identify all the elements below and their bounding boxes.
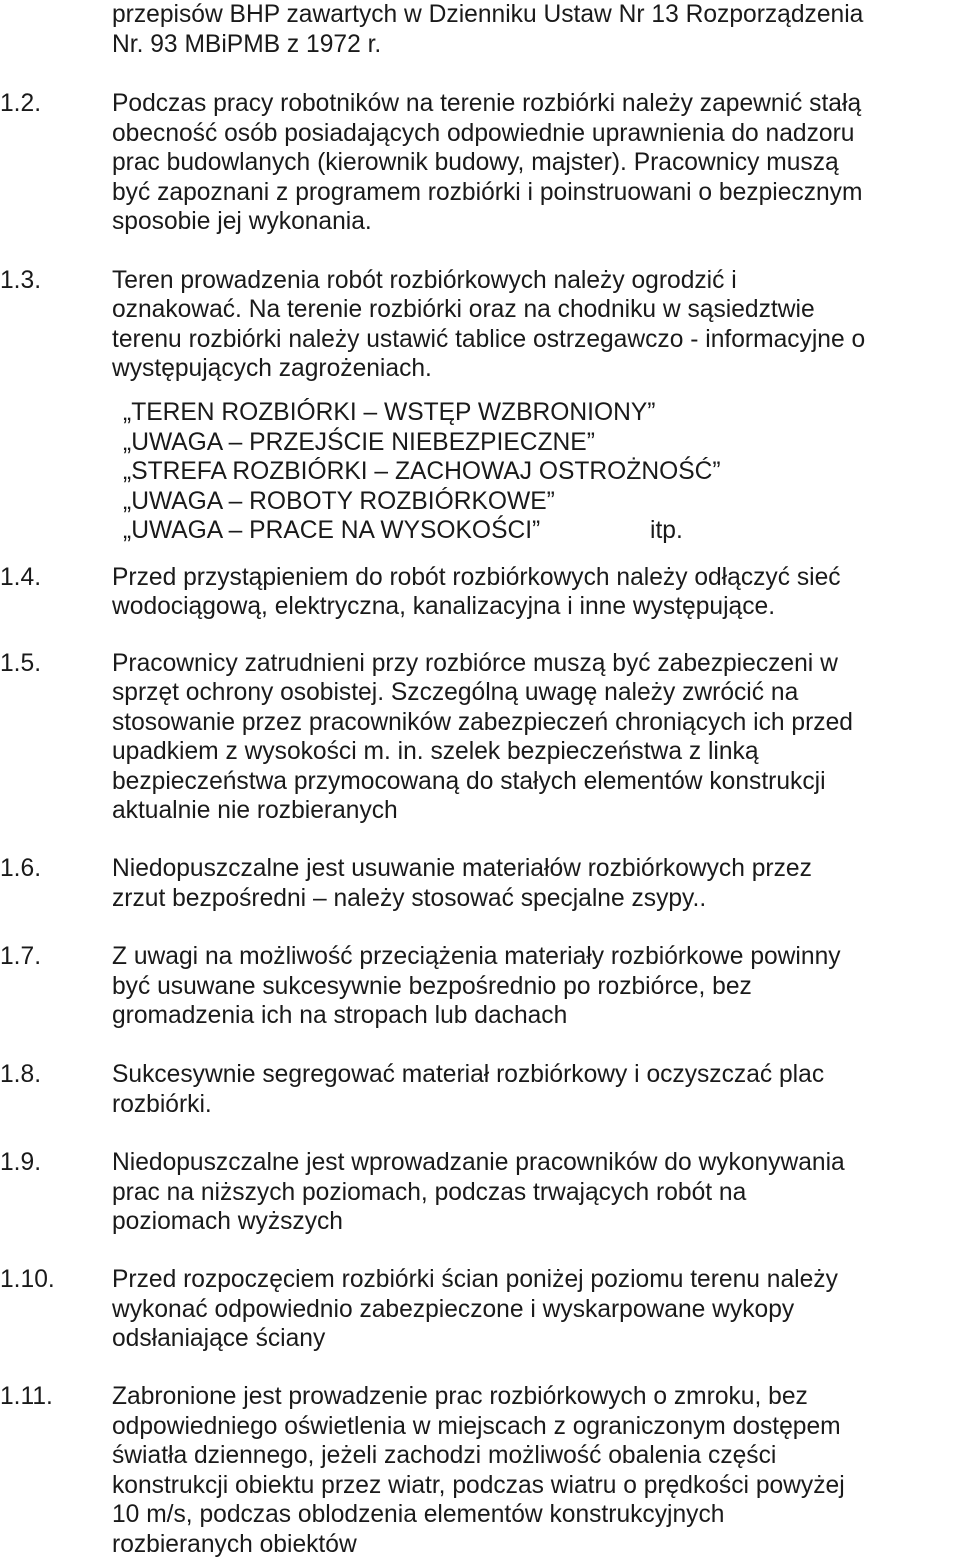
- item-line: Teren prowadzenia robót rozbiórkowych należy ogrodzić i: [112, 267, 737, 294]
- item-line: Przed przystąpieniem do robót rozbiórkowych należy odłączyć sieć: [112, 564, 841, 591]
- item-line: poziomach wyższych: [112, 1208, 343, 1235]
- item-line: 10 m/s, podczas oblodzenia elementów konstrukcyjnych: [112, 1501, 725, 1528]
- item-number: 1.11.: [0, 1383, 53, 1410]
- item-line: odpowiedniego oświetlenia w miejscach z ograniczonym dostępem: [112, 1413, 841, 1440]
- item-line: sposobie jej wykonania.: [112, 208, 372, 235]
- item-line: zrzut bezpośredni – należy stosować specjalne zsypy..: [112, 885, 707, 912]
- item-line: sprzęt ochrony osobistej. Szczególną uwagę należy zwrócić na: [112, 679, 799, 706]
- item-line: Pracownicy zatrudnieni przy rozbiórce muszą być zabezpieczeni w: [112, 650, 838, 677]
- warning-sign-text: „UWAGA – PRACE NA WYSOKOŚCI”: [123, 517, 541, 544]
- item-line: upadkiem z wysokości m. in. szelek bezpieczeństwa z linką: [112, 738, 759, 765]
- item-number: 1.2.: [0, 90, 42, 117]
- item-line: rozbiórki.: [112, 1091, 212, 1118]
- item-line: oznakować. Na terenie rozbiórki oraz na chodniku w sąsiedztwie: [112, 296, 815, 323]
- item-line: stosowanie przez pracowników zabezpieczeń chroniących ich przed: [112, 709, 853, 736]
- item-line: wodociągową, elektryczna, kanalizacyjna i inne występujące.: [112, 593, 776, 620]
- intro-line: Nr. 93 MBiPMB z 1972 r.: [112, 31, 382, 58]
- item-line: prac na niższych poziomach, podczas trwających robót na: [112, 1179, 747, 1206]
- item-number: 1.5.: [0, 650, 42, 677]
- item-number: 1.10.: [0, 1266, 55, 1293]
- item-number: 1.9.: [0, 1149, 42, 1176]
- item-line: wykonać odpowiednio zabezpieczone i wyskarpowane wykopy: [112, 1296, 795, 1323]
- item-line: Z uwagi na możliwość przeciążenia materiały rozbiórkowe powinny: [112, 943, 841, 970]
- item-line: aktualnie nie rozbieranych: [112, 797, 398, 824]
- item-number: 1.4.: [0, 564, 42, 591]
- item-line: występujących zagrożeniach.: [112, 355, 432, 382]
- item-line: odsłaniające ściany: [112, 1325, 326, 1352]
- warning-sign-text: „UWAGA – ROBOTY ROZBIÓRKOWE”: [123, 488, 555, 515]
- warning-sign-text: „UWAGA – PRZEJŚCIE NIEBEZPIECZNE”: [123, 429, 595, 456]
- item-line: Zabronione jest prowadzenie prac rozbiórkowych o zmroku, bez: [112, 1383, 808, 1410]
- item-line: konstrukcji obiektu przez wiatr, podczas wiatru o prędkości powyżej: [112, 1472, 845, 1499]
- item-line: Podczas pracy robotników na terenie rozbiórki należy zapewnić stałą: [112, 90, 862, 117]
- item-line: Niedopuszczalne jest wprowadzanie pracowników do wykonywania: [112, 1149, 845, 1176]
- warning-sign-text: „STREFA ROZBIÓRKI – ZACHOWAJ OSTROŻNOŚĆ”: [123, 458, 721, 485]
- item-line: terenu rozbiórki należy ustawić tablice ostrzegawczo - informacyjne o: [112, 326, 866, 353]
- item-number: 1.3.: [0, 267, 42, 294]
- item-line: Przed rozpoczęciem rozbiórki ścian poniżej poziomu terenu należy: [112, 1266, 838, 1293]
- item-line: gromadzenia ich na stropach lub dachach: [112, 1002, 568, 1029]
- item-number: 1.8.: [0, 1061, 42, 1088]
- item-line: Sukcesywnie segregować materiał rozbiórkowy i oczyszczać plac: [112, 1061, 825, 1088]
- signs-suffix: itp.: [650, 517, 683, 544]
- item-number: 1.6.: [0, 855, 42, 882]
- item-line: obecność osób posiadających odpowiednie uprawnienia do nadzoru: [112, 120, 855, 147]
- item-line: bezpieczeństwa przymocowaną do stałych elementów konstrukcji: [112, 768, 826, 795]
- item-line: Niedopuszczalne jest usuwanie materiałów rozbiórkowych przez: [112, 855, 812, 882]
- item-line: być usuwane sukcesywnie bezpośrednio po rozbiórce, bez: [112, 973, 752, 1000]
- warning-sign-text: „TEREN ROZBIÓRKI – WSTĘP WZBRONIONY”: [123, 399, 656, 426]
- item-line: być zapoznani z programem rozbiórki i poinstruowani o bezpiecznym: [112, 179, 863, 206]
- item-line: światła dziennego, jeżeli zachodzi możliwość obalenia części: [112, 1442, 777, 1469]
- intro-line: przepisów BHP zawartych w Dzienniku Ustaw Nr 13 Rozporządzenia: [112, 1, 864, 28]
- item-number: 1.7.: [0, 943, 42, 970]
- item-line: prac budowlanych (kierownik budowy, majster). Pracownicy muszą: [112, 149, 839, 176]
- item-line: rozbieranych obiektów: [112, 1531, 357, 1558]
